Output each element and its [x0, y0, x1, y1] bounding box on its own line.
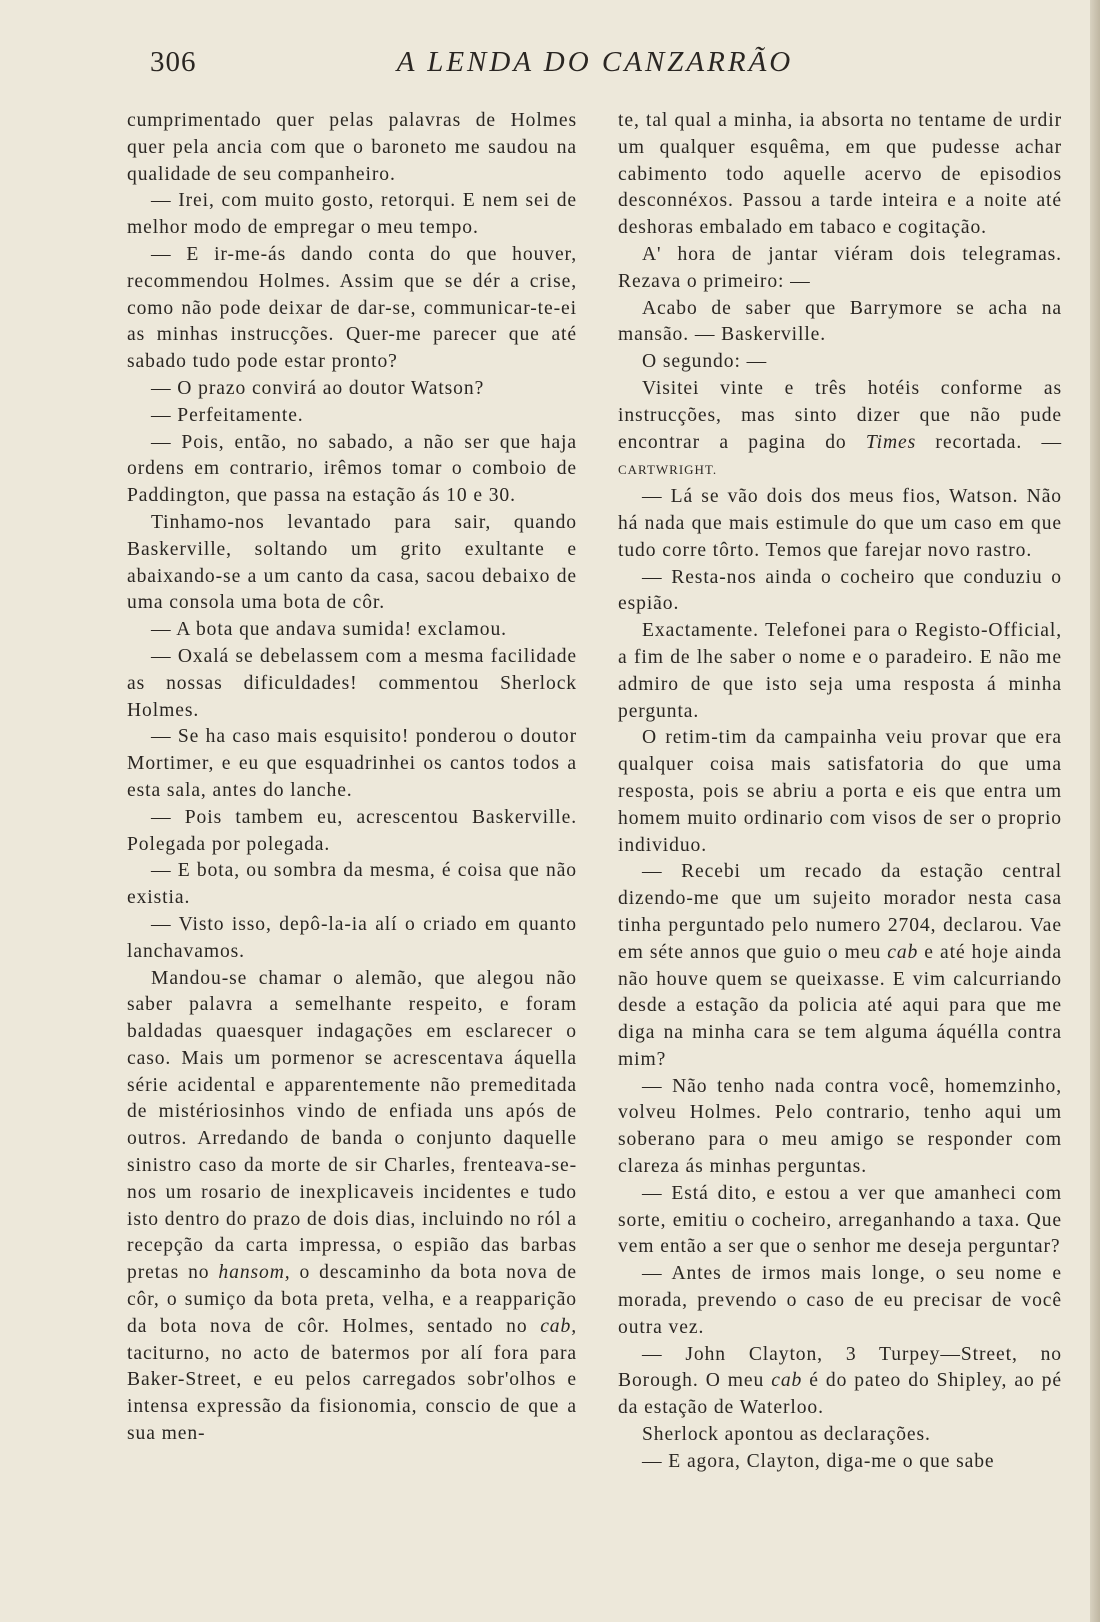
- paragraph: — Antes de irmos mais longe, o seu nome e morada, prevendo o caso de eu precisar de você outra vez.: [618, 1263, 1062, 1338]
- page-header: [150, 46, 950, 86]
- paragraph: — E bota, ou sombra da mesma, é coisa que não existia.: [127, 860, 577, 909]
- text-run: Mandou-se chamar o alemão, que alegou não saber palavra a semelhante respeito, e foram baldadas quaesquer indagações em esclarecer o caso. Mais um pormenor se acrescentava áquella série acidental e apparentemente não premeditada de mistériosinhos vindo de enfiada uns após de outros. Arredando de banda o conjunto daquelle sinistro caso da morte de sir Charles, frenteava-se-nos um rosario de inexplicaveis incidentes e tudo isto dentro do prazo de dois dias, incluindo no ról a recepção da carta impressa, o espião das barbas pretas no: [127, 967, 577, 1284]
- paragraph: — Resta-nos ainda o cocheiro que conduziu o espião.: [618, 566, 1062, 615]
- italic-term: cab: [771, 1370, 803, 1392]
- text-run: o descaminho da bota nova de côr, o sumiço da bota preta, velha, e a reapparição da bota nova de côr. Holmes, sentado no: [127, 1262, 577, 1337]
- paragraph: — Oxalá se debelassem com a mesma facilidade as nossas dificuldades! commentou Sherlock Holmes.: [127, 645, 577, 721]
- paragraph: A' hora de jantar viéram dois telegramas. Rezava o primeiro: —: [618, 243, 1062, 292]
- paragraph: — Lá se vão dois dos meus fios, Watson. Não há nada que mais estimule do que um caso em que tudo corre tôrto. Temos que farejar novo rastro.: [618, 486, 1062, 561]
- text-run: Visitei vinte e três hotéis conforme as instrucções, mas sinto dizer que não pude encontrar a pagina do: [618, 377, 1062, 453]
- left-column: [127, 108, 577, 1448]
- italic-term: cab: [887, 941, 919, 963]
- paragraph: [127, 966, 577, 1448]
- paragraph: [618, 1342, 1062, 1422]
- right-column: [618, 108, 1062, 1476]
- telegram-signature: CARTWRIGHT.: [618, 462, 718, 478]
- text-run: — John Clayton, 3 Turpey—Street, no Borough. O meu: [618, 1343, 1062, 1392]
- paragraph: — Perfeitamente.: [151, 404, 304, 426]
- text-run: e até hoje ainda não houve quem se queixasse. E vim calcurriando desde a estação da policia até aqui para que me diga na minha cara se tem alguma áquélla contra mim?: [618, 941, 1062, 1070]
- page-edge-shadow: [1090, 0, 1100, 1622]
- paragraph: — Irei, com muito gosto, retorqui. E nem sei de melhor modo de empregar o meu tempo.: [127, 190, 577, 239]
- paragraph: — Se ha caso mais esquisito! ponderou o doutor Mortimer, e eu que esquadrinhei os cantos todos a esta sala, antes do lanche.: [127, 726, 577, 801]
- italic-term: hansom,: [218, 1262, 291, 1284]
- paragraph: — O prazo convirá ao doutor Watson?: [151, 377, 485, 399]
- paragraph: — Não tenho nada contra você, homemzinho, volveu Holmes. Pelo contrario, tenho aqui um soberano para o meu amigo se responder com clareza ás minhas perguntas.: [618, 1075, 1062, 1178]
- page-number: 306: [150, 46, 197, 78]
- paragraph: — E ir-me-ás dando conta do que houver, recommendou Holmes. Assim que se dér a crise, como não pode deixar de dar-se, communicar-te-ei as minhas instrucções. Quer-me parecer que até sabado tudo pode estar pronto?: [127, 243, 577, 373]
- text-run: é do pateo do Shipley, ao pé da estação de Waterloo.: [618, 1370, 1062, 1419]
- paragraph: O retim-tim da campainha veiu provar que era qualquer coisa mais satisfatoria do que uma resposta, pois se abriu a porta e eis que entra um homem muito ordinario com visos de ser o proprio individuo.: [618, 727, 1062, 856]
- paragraph: te, tal qual a minha, ia absorta no tentame de urdir um qualquer esquêma, em que pudesse achar cabimento todo aquelle acervo de episodios desconnéxos. Passou a tarde inteira e a noite até deshoras embalado em tabaco e cogitação.: [618, 110, 1062, 239]
- italic-term: cab,: [540, 1315, 577, 1337]
- text-run: taciturno, no acto de batermos por alí fora para Baker-Street, e eu pelos carregados sobr'olhos e intensa expressão da fisionomia, conscio de que a sua men-: [127, 1342, 577, 1445]
- paragraph: O segundo: —: [642, 351, 768, 373]
- paragraph: — Pois tambem eu, acrescentou Baskerville. Polegada por polegada.: [127, 806, 577, 855]
- paragraph: [618, 859, 1062, 1073]
- paragraph: — E agora, Clayton, diga-me o que sabe: [642, 1450, 995, 1472]
- paragraph: [618, 376, 1062, 484]
- paragraph: — Visto isso, depô-la-ia alí o criado em quanto lanchavamos.: [127, 913, 577, 962]
- italic-term: Times: [865, 431, 917, 453]
- text-run: recortada. —: [916, 431, 1062, 453]
- paragraph: — Está dito, e estou a ver que amanheci com sorte, emitiu o cocheiro, arreganhando a taxa. Que vem então a ser que o senhor me deseja perguntar?: [618, 1182, 1062, 1258]
- paragraph: cumprimentado quer pelas palavras de Holmes quer pela ancia com que o baroneto me saudou na qualidade de seu companheiro.: [127, 110, 577, 185]
- paragraph: — Pois, então, no sabado, a não ser que haja ordens em contrario, irêmos tomar o comboio de Paddington, que passa na estação ás 10 e 30.: [127, 431, 577, 507]
- paragraph: Sherlock apontou as declarações.: [642, 1424, 931, 1446]
- text-run: — Recebi um recado da estação central dizendo-me que um sujeito morador nesta casa tinha perguntado pelo numero 2704, declarou. Vae em séte annos que guio o meu: [618, 861, 1062, 963]
- paragraph: Exactamente. Telefonei para o Registo-Official, a fim de lhe saber o nome e o paradeiro. E não me admiro de que isto seja uma resposta á minha pergunta.: [618, 620, 1062, 722]
- running-title: A LENDA DO CANZARRÃO: [396, 46, 794, 78]
- paragraph: Acabo de saber que Barrymore se acha na mansão. — Baskerville.: [618, 297, 1062, 346]
- paragraph: — A bota que andava sumida! exclamou.: [151, 619, 507, 641]
- paragraph: Tinhamo-nos levantado para sair, quando Baskerville, soltando um grito exultante e abaixando-se a um canto da casa, sacou debaixo de uma consola uma bota de côr.: [127, 511, 577, 614]
